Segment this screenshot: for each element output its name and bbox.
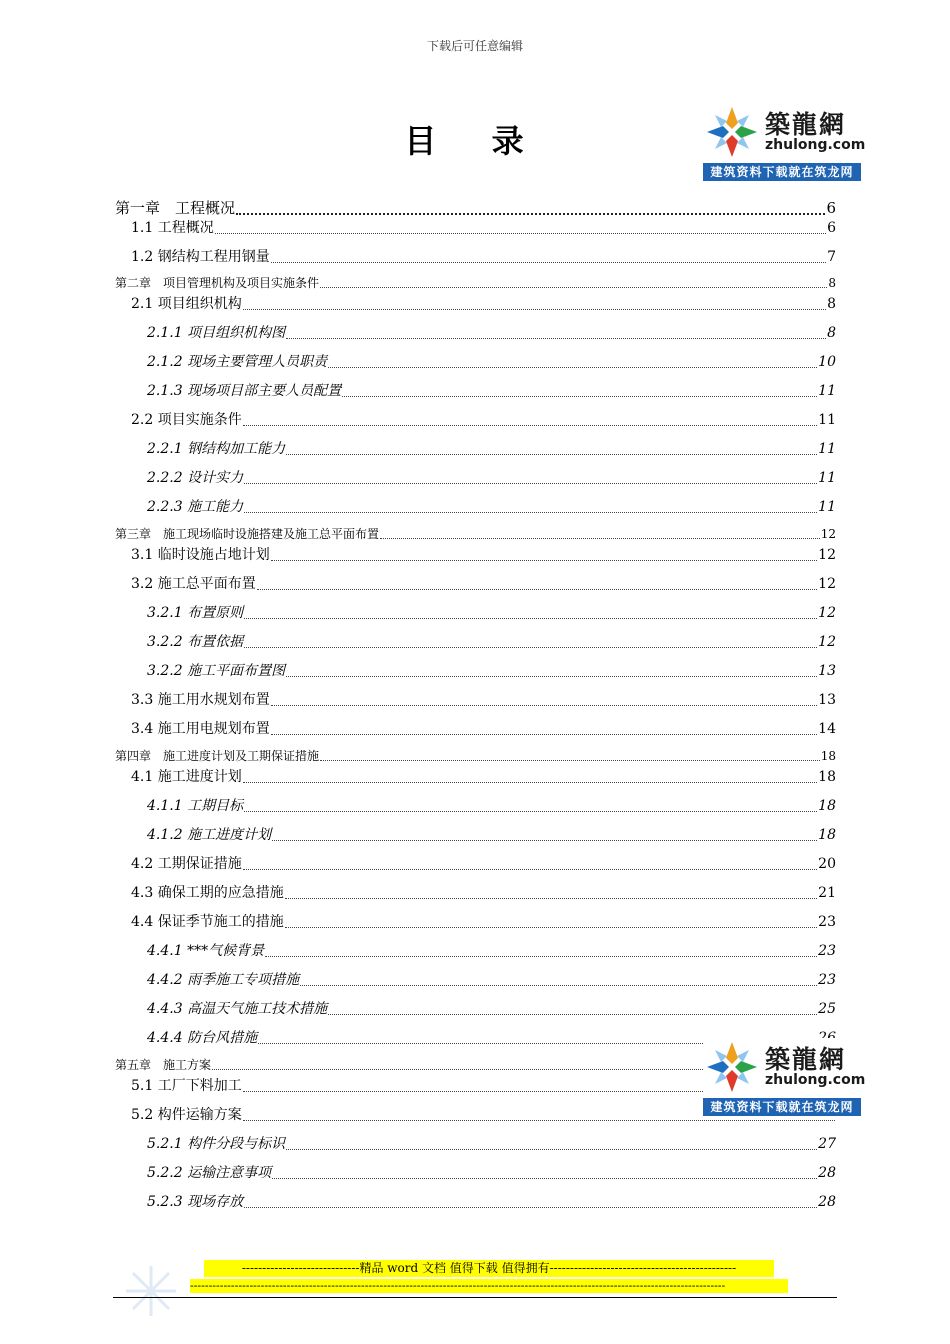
toc-entry-label: 2.1.3 现场项目部主要人员配置 — [147, 383, 342, 399]
toc-entry[interactable] — [147, 998, 836, 1018]
toc-entry[interactable] — [131, 911, 836, 931]
toc-entry-label: 第二章 项目管理机构及项目实施条件 — [115, 276, 320, 290]
toc-entry[interactable] — [147, 496, 836, 516]
toc-entry-page: 23 — [818, 914, 836, 930]
toc-entry-label: 3.2.2 施工平面布置图 — [147, 663, 286, 679]
toc-entry-page: 6 — [826, 199, 836, 217]
toc-entry-page: 12 — [818, 576, 836, 592]
toc-entry-label: 4.4.4 防台风措施 — [147, 1030, 258, 1046]
zhulong-emblem-icon — [705, 105, 759, 159]
toc-leader-dots — [257, 588, 817, 590]
zhulong-logo — [703, 103, 866, 181]
toc-entry[interactable] — [131, 573, 836, 593]
toc-entry-page: 12 — [818, 547, 836, 563]
logo-tagline: 建筑资料下载就在筑龙网 — [703, 163, 861, 181]
toc-leader-dots — [286, 453, 817, 455]
toc-entry[interactable] — [147, 824, 836, 844]
toc-entry-label: 4.4.3 高温天气施工技术措施 — [147, 1001, 328, 1017]
toc-entry-page: 21 — [818, 885, 836, 901]
toc-entry-label: 4.4.2 雨季施工专项措施 — [147, 972, 300, 988]
toc-entry[interactable] — [131, 217, 836, 237]
toc-leader-dots — [244, 1206, 817, 1208]
toc-entry-page: 25 — [818, 1001, 836, 1017]
toc-entry-label: 5.1 工厂下料加工 — [131, 1078, 242, 1094]
toc-entry-label: 5.2.3 现场存放 — [147, 1194, 244, 1210]
toc-entry[interactable] — [147, 322, 836, 342]
toc-leader-dots — [271, 733, 817, 735]
toc-entry-label: 2.2.3 施工能力 — [147, 499, 244, 515]
toc-entry-label: 5.2.1 构件分段与标识 — [147, 1136, 286, 1152]
toc-leader-dots — [215, 232, 826, 234]
toc-entry-page: 14 — [818, 721, 836, 737]
toc-leader-dots — [328, 366, 817, 368]
toc-entry-label: 4.3 确保工期的应急措施 — [131, 885, 284, 901]
toc-entry[interactable] — [115, 525, 836, 542]
toc-entry-label: 第一章 工程概况 — [115, 199, 236, 217]
toc-entry-page: 12 — [820, 527, 836, 541]
toc-entry-page: 10 — [818, 354, 836, 370]
toc-entry-page: 11 — [818, 383, 836, 399]
toc-entry[interactable] — [147, 660, 836, 680]
toc-entry-label: 第三章 施工现场临时设施搭建及施工总平面布置 — [115, 527, 380, 541]
toc-entry[interactable] — [131, 689, 836, 709]
toc-entry-page: 8 — [827, 296, 836, 312]
toc-entry-label: 2.2.2 设计实力 — [147, 470, 244, 486]
toc-entry-label: 第五章 施工方案 — [115, 1058, 212, 1072]
watermark-snowflake-icon — [122, 1262, 180, 1320]
toc-entry-label: 4.4 保证季节施工的措施 — [131, 914, 284, 930]
toc-leader-dots — [244, 810, 817, 812]
toc-leader-dots — [286, 337, 826, 339]
toc-entry[interactable] — [147, 631, 836, 651]
toc-entry[interactable] — [131, 409, 836, 429]
toc-entry-label: 第四章 施工进度计划及工期保证措施 — [115, 749, 320, 763]
toc-entry[interactable] — [115, 197, 836, 218]
toc-leader-dots — [286, 1148, 817, 1150]
toc-leader-dots — [244, 646, 817, 648]
toc-entry[interactable] — [147, 438, 836, 458]
toc-entry[interactable] — [131, 853, 836, 873]
toc-leader-dots — [244, 482, 817, 484]
toc-entry[interactable] — [147, 380, 836, 400]
toc-entry-page: 23 — [818, 972, 836, 988]
toc-leader-dots — [265, 955, 817, 957]
toc-entry[interactable] — [147, 1191, 836, 1211]
footer-rule — [113, 1297, 837, 1298]
toc-entry-label: 5.2 构件运输方案 — [131, 1107, 242, 1123]
toc-entry-page: 20 — [818, 856, 836, 872]
logo-url: zhulong.com — [765, 1072, 866, 1088]
toc-entry-page: 18 — [818, 769, 836, 785]
toc-entry-page: 12 — [818, 605, 836, 621]
toc-entry-label: 4.2 工期保证措施 — [131, 856, 242, 872]
toc-entry[interactable] — [147, 351, 836, 371]
toc-leader-dots — [271, 261, 826, 263]
toc-leader-dots — [271, 559, 817, 561]
toc-entry-page: 13 — [818, 663, 836, 679]
toc-entry-label: 3.2.1 布置原则 — [147, 605, 244, 621]
toc-entry-label: 2.1.2 现场主要管理人员职责 — [147, 354, 328, 370]
toc-entry-page: 18 — [820, 749, 836, 763]
toc-entry-label: 3.2 施工总平面布置 — [131, 576, 256, 592]
toc-entry-page: 27 — [818, 1136, 836, 1152]
toc-entry-label: 1.1 工程概况 — [131, 220, 214, 236]
toc-entry[interactable] — [147, 467, 836, 487]
toc-entry[interactable] — [131, 718, 836, 738]
toc-entry-label: 1.2 钢结构工程用钢量 — [131, 249, 270, 265]
toc-leader-dots — [285, 897, 817, 899]
toc-entry-page: 8 — [828, 276, 836, 290]
toc-entry[interactable] — [147, 1162, 836, 1182]
toc-leader-dots — [244, 511, 817, 513]
toc-leader-dots — [272, 839, 817, 841]
page-title: 目 录 — [404, 122, 546, 160]
toc-leader-dots — [243, 424, 817, 426]
toc-entry[interactable] — [131, 882, 836, 902]
toc-leader-dots — [243, 781, 817, 783]
toc-entry-page: 11 — [818, 441, 836, 457]
toc-entry-label: 2.2.1 钢结构加工能力 — [147, 441, 286, 457]
toc-leader-dots — [244, 617, 817, 619]
toc-leader-dots — [328, 1013, 817, 1015]
toc-entry-label: 3.3 施工用水规划布置 — [131, 692, 270, 708]
toc-leader-dots — [286, 675, 817, 677]
footer-promo-line: -----------------------------精品 word 文档 值得下载 值得拥有---------------------------------------------- — [204, 1260, 774, 1277]
toc-leader-dots — [243, 308, 826, 310]
toc-leader-dots — [236, 212, 825, 215]
toc-entry-page: 7 — [827, 249, 836, 265]
toc-entry-page: 11 — [818, 499, 836, 515]
toc-leader-dots — [285, 926, 817, 928]
toc-entry-label: 5.2.2 运输注意事项 — [147, 1165, 272, 1181]
toc-leader-dots — [380, 537, 820, 539]
footer-dash-line: ------------------------------------------------------------------------------------------------------------------------------------------------ — [190, 1279, 788, 1293]
zhulong-emblem-icon — [705, 1040, 759, 1094]
toc-entry-page: 28 — [818, 1194, 836, 1210]
toc-entry[interactable] — [147, 795, 836, 815]
logo-name: 築龍網 — [765, 1045, 847, 1074]
toc-entry-page: 18 — [818, 827, 836, 843]
logo-url: zhulong.com — [765, 137, 866, 153]
toc-entry[interactable] — [131, 246, 836, 266]
toc-leader-dots — [320, 759, 820, 761]
toc-entry-page: 28 — [818, 1165, 836, 1181]
toc-leader-dots — [342, 395, 817, 397]
toc-entry[interactable] — [147, 602, 836, 622]
toc-entry[interactable] — [115, 274, 836, 291]
toc-entry-page: 13 — [818, 692, 836, 708]
toc-entry[interactable] — [131, 544, 836, 564]
toc-leader-dots — [243, 1119, 835, 1121]
toc-entry-page: 8 — [827, 325, 836, 341]
toc-entry-label: 3.1 临时设施占地计划 — [131, 547, 270, 563]
toc-entry[interactable] — [147, 969, 836, 989]
toc-entry-page: 6 — [827, 220, 836, 236]
toc-entry-label: 2.1 项目组织机构 — [131, 296, 242, 312]
toc-entry[interactable] — [147, 940, 836, 960]
toc-entry[interactable] — [131, 766, 836, 786]
toc-entry-page: 11 — [818, 470, 836, 486]
toc-entry-page: 11 — [818, 412, 836, 428]
toc-leader-dots — [272, 1177, 817, 1179]
toc-entry-page: 18 — [818, 798, 836, 814]
toc-entry-label: 4.4.1 ***气候背景 — [147, 943, 265, 959]
toc-entry-label: 4.1 施工进度计划 — [131, 769, 242, 785]
toc-leader-dots — [300, 984, 817, 986]
toc-entry-label: 3.4 施工用电规划布置 — [131, 721, 270, 737]
toc-entry-label: 2.2 项目实施条件 — [131, 412, 242, 428]
toc-entry[interactable] — [147, 1133, 836, 1153]
toc-entry-label: 4.1.1 工期目标 — [147, 798, 244, 814]
toc-leader-dots — [243, 868, 817, 870]
logo-name: 築龍網 — [765, 110, 847, 139]
zhulong-logo — [703, 1038, 866, 1116]
header-note: 下载后可任意编辑 — [426, 39, 523, 53]
toc-entry-page: 12 — [818, 634, 836, 650]
toc-entry-label: 4.1.2 施工进度计划 — [147, 827, 272, 843]
logo-tagline: 建筑资料下载就在筑龙网 — [703, 1098, 861, 1116]
toc-entry[interactable] — [115, 747, 836, 764]
toc-entry[interactable] — [131, 293, 836, 313]
toc-leader-dots — [271, 704, 817, 706]
toc-entry-label: 2.1.1 项目组织机构图 — [147, 325, 286, 341]
toc-entry-label: 3.2.2 布置依据 — [147, 634, 244, 650]
toc-leader-dots — [320, 286, 827, 288]
toc-entry-page: 23 — [818, 943, 836, 959]
